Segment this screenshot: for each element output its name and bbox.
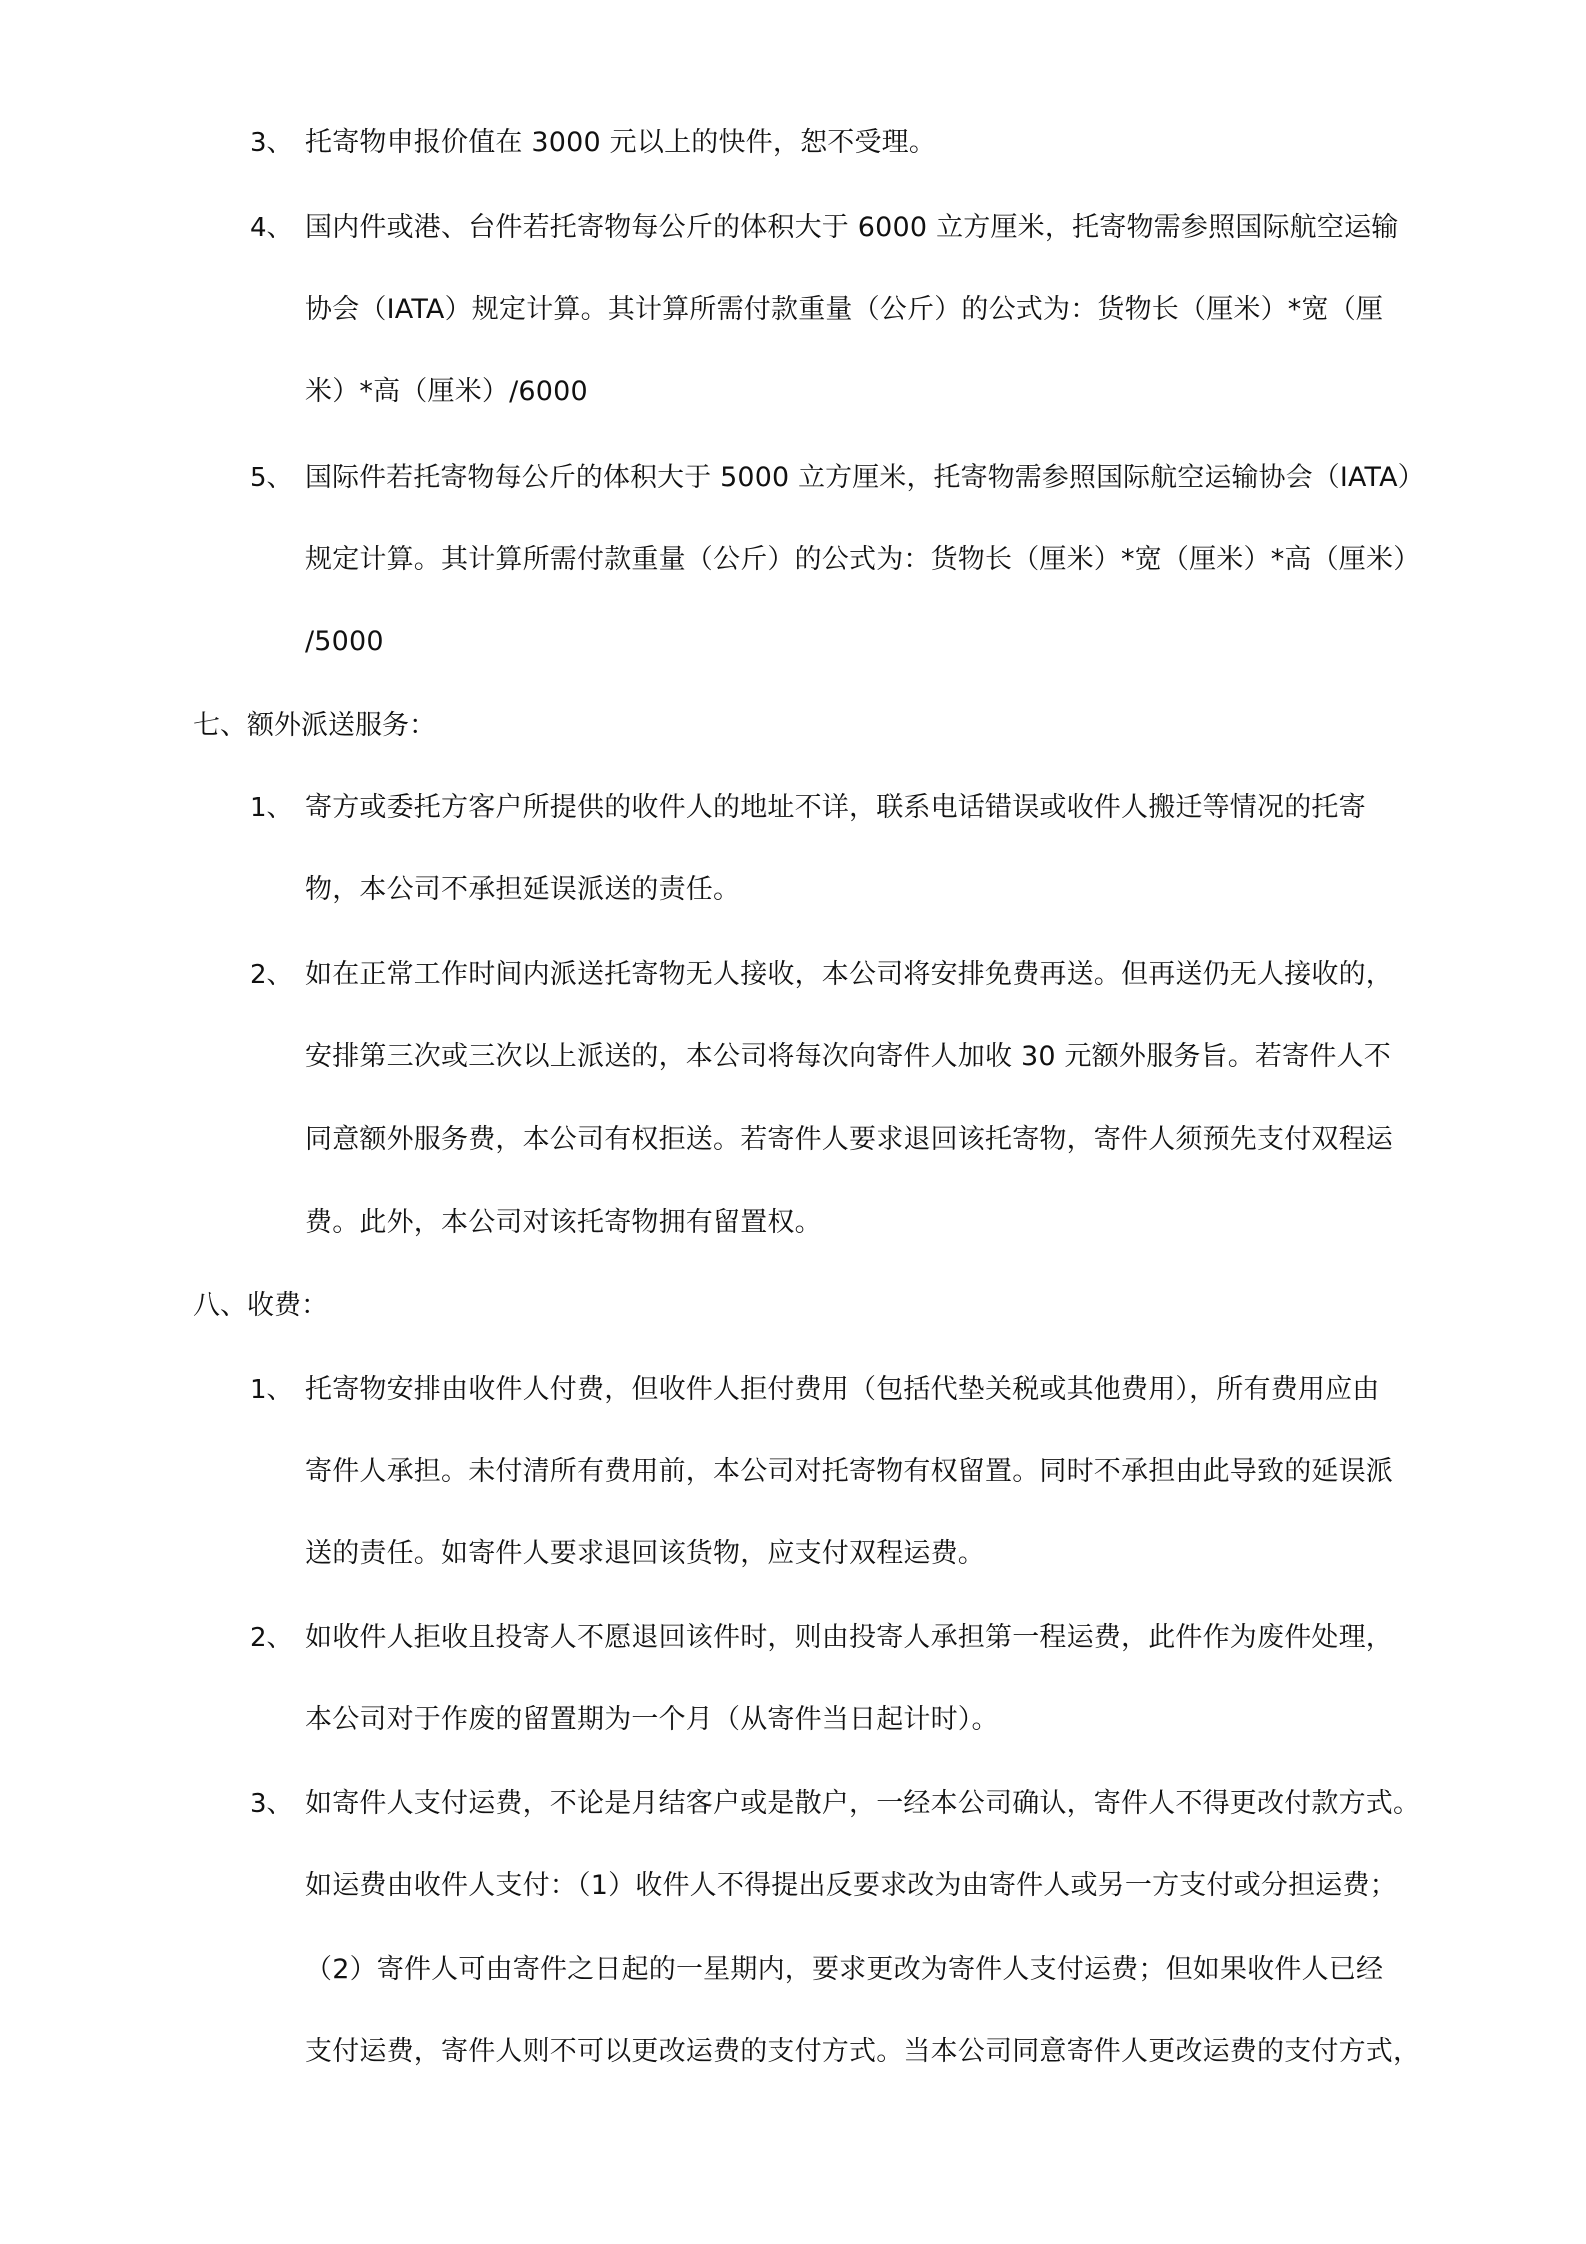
list-item-text: （2）寄件人可由寄件之日起的一星期内，要求更改为寄件人支付运费；但如果收件人已经: [305, 1954, 1384, 1985]
list-item-text: 物，本公司不承担延误派送的责任。: [305, 874, 741, 905]
list-item-text: 如收件人拒收且投寄人不愿退回该件时，则由投寄人承担第一程运费，此件作为废件处理，: [305, 1622, 1393, 1653]
section-heading: 八、收费：: [193, 1290, 328, 1321]
list-item-text: 规定计算。其计算所需付款重量（公斤）的公式为：货物长（厘米）*宽（厘米）*高（厘米）: [305, 544, 1421, 575]
list-item-text: 支付运费，寄件人则不可以更改运费的支付方式。当本公司同意寄件人更改运费的支付方式，: [305, 2036, 1421, 2067]
list-item-text: 如运费由收件人支付：（1）收件人不得提出反要求改为由寄件人或另一方支付或分担运费；: [305, 1870, 1397, 1901]
list-item-text: /5000: [305, 626, 384, 657]
list-item-text: 费。此外，本公司对该托寄物拥有留置权。: [305, 1207, 822, 1238]
list-number: 4、: [250, 213, 293, 243]
list-item-text: 同意额外服务费，本公司有权拒送。若寄件人要求退回该托寄物，寄件人须预先支付双程运: [305, 1124, 1393, 1155]
list-item-text: 国际件若托寄物每公斤的体积大于 5000 立方厘米，托寄物需参照国际航空运输协会（IATA）: [305, 462, 1425, 493]
list-item-text: 寄件人承担。未付清所有费用前，本公司对托寄物有权留置。同时不承担由此导致的延误派: [305, 1456, 1393, 1487]
list-item-text: 国内件或港、台件若托寄物每公斤的体积大于 6000 立方厘米，托寄物需参照国际航空运输: [305, 212, 1399, 243]
list-number: 1、: [250, 1375, 293, 1405]
list-item-text: 寄方或委托方客户所提供的收件人的地址不详，联系电话错误或收件人搬迁等情况的托寄: [305, 792, 1366, 823]
list-number: 5、: [250, 463, 293, 493]
list-item-text: 本公司对于作废的留置期为一个月（从寄件当日起计时）。: [305, 1704, 999, 1735]
list-number: 2、: [250, 960, 293, 990]
section-heading: 七、额外派送服务：: [193, 710, 436, 741]
list-item-text: 协会（IATA）规定计算。其计算所需付款重量（公斤）的公式为：货物长（厘米）*宽（厘: [305, 294, 1384, 325]
list-number: 2、: [250, 1623, 293, 1653]
list-item-text: 如寄件人支付运费，不论是月结客户或是散户，一经本公司确认，寄件人不得更改付款方式。: [305, 1788, 1421, 1819]
list-item-text: 托寄物申报价值在 3000 元以上的快件，恕不受理。: [305, 127, 937, 158]
list-number: 3、: [250, 1789, 293, 1819]
list-number: 1、: [250, 793, 293, 823]
list-number: 3、: [250, 128, 293, 158]
list-item-text: 托寄物安排由收件人付费，但收件人拒付费用（包括代垫关税或其他费用），所有费用应由: [305, 1374, 1380, 1405]
list-item-text: 送的责任。如寄件人要求退回该货物，应支付双程运费。: [305, 1538, 985, 1569]
list-item-text: 如在正常工作时间内派送托寄物无人接收，本公司将安排免费再送。但再送仍无人接收的，: [305, 959, 1393, 990]
list-item-text: 安排第三次或三次以上派送的，本公司将每次向寄件人加收 30 元额外服务旨。若寄件人不: [305, 1041, 1391, 1072]
list-item-text: 米）*高（厘米）/6000: [305, 376, 588, 407]
